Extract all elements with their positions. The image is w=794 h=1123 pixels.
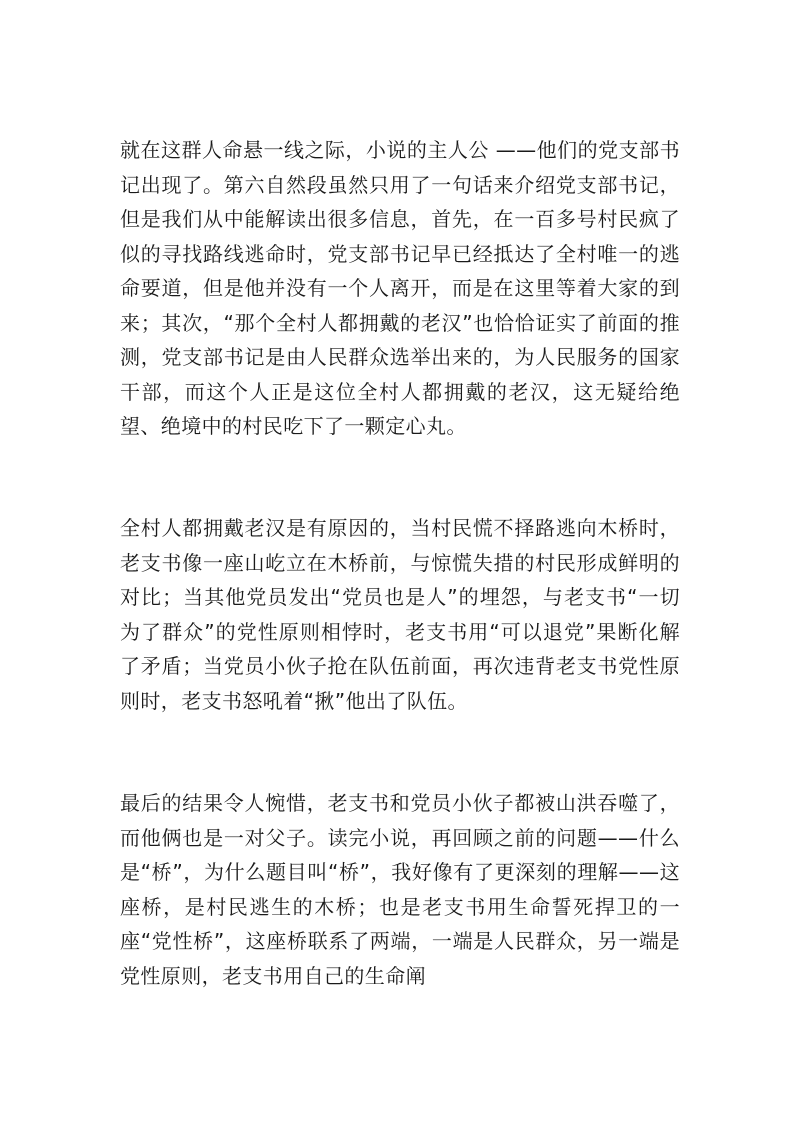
paragraph-3: 最后的结果令人惋惜，老支书和党员小伙子都被山洪吞噬了，而他俩也是一对父子。读完小说，再回顾之前的问题——什么是“桥”，为什么题目叫“桥”，我好像有了更深刻的理解——这座桥，是村民逃生的木桥；也是老支书用生命誓死捍卫的一座“党性桥”，这座桥联系了两端，一端是人民群众，另一端是党性原则，老支书用自己的生命阐 [120, 791, 680, 988]
paragraph-2: 全村人都拥戴老汉是有原因的，当村民慌不择路逃向木桥时，老支书像一座山屹立在木桥前，与惊慌失措的村民形成鲜明的对比；当其他党员发出“党员也是人”的埋怨，与老支书“一切为了群众”的党性原则相悖时，老支书用“可以退党”果断化解了矛盾；当党员小伙子抢在队伍前面，再次违背老支书党性原则时，老支书怒吼着“揪”他出了队伍。 [120, 516, 680, 713]
paragraph-1: 就在这群人命悬一线之际，小说的主人公 ——他们的党支部书记出现了。第六自然段虽然只用了一句话来介绍党支部书记，但是我们从中能解读出很多信息，首先，在一百多号村民疯了似的寻找路线逃命时，党支部书记早已经抵达了全村唯一的逃命要道，但是他并没有一个人离开，而是在这里等着大家的到来；其次，“那个全村人都拥戴的老汉”也恰恰证实了前面的推测，党支部书记是由人民群众选举出来的，为人民服务的国家干部，而这个人正是这位全村人都拥戴的老汉，这无疑给绝望、绝境中的村民吃下了一颗定心丸。 [120, 138, 680, 438]
